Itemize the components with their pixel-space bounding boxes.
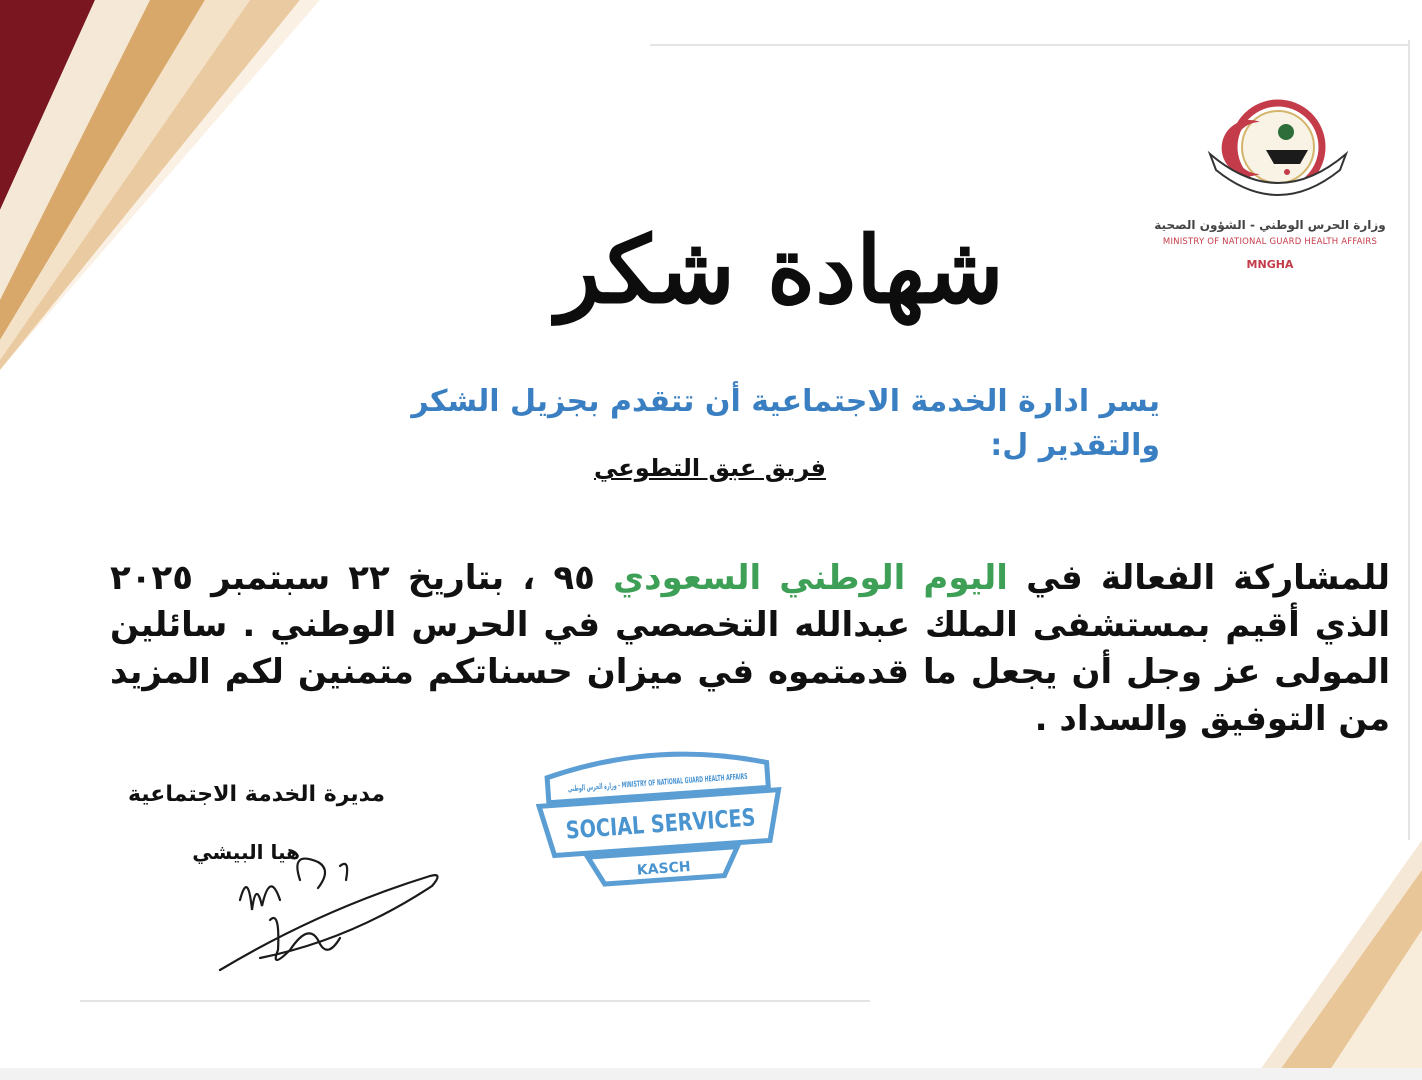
bottom-edge	[0, 1068, 1422, 1080]
handwritten-signature	[200, 840, 450, 990]
body-highlight-national-day: اليوم الوطني السعودي	[612, 558, 1008, 598]
recipient-name: فريق عبق التطوعي	[594, 454, 826, 482]
logo-abbreviation: MNGHA	[1246, 258, 1294, 271]
body-text-part2: ٩٥ ، بتاريخ ٢٢ سبتمبر ٢٠٢٥ الذي أقيم بمستشفى الملك عبدالله التخصصي في الحرس الوطني . سائلين المولى عز وجل أن يجعل ما قدمتموه في ميزان حسناتكم متمنين لكم المزيد من التوفيق والسداد .	[110, 558, 1390, 739]
corner-decoration-top-left	[0, 0, 320, 370]
stamp-social-services: SOCIAL SERVICES	[564, 800, 804, 845]
bottom-rule	[80, 1000, 870, 1002]
logo-english-name: MINISTRY OF NATIONAL GUARD HEALTH AFFAIRS	[1162, 237, 1378, 247]
body-text-part1: للمشاركة الفعالة في	[1007, 558, 1390, 598]
stamp-kasch: KASCH	[636, 859, 692, 879]
corner-decoration-bottom-right	[1260, 840, 1422, 1070]
certificate-title: شهادة شكر	[556, 216, 1004, 324]
certificate-body	[110, 555, 1390, 743]
social-services-stamp	[530, 740, 844, 890]
certificate-intro: يسر ادارة الخدمة الاجتماعية أن تتقدم بجزيل الشكر والتقدير ل:	[411, 384, 1160, 463]
signatory-name: هيا البيشي	[192, 840, 300, 864]
stamp-arc-text: وزارة الحرس الوطني - MINISTRY OF NATIONAL GUARD HEALTH AFFAIRS	[567, 765, 844, 794]
signatory-role: مديرة الخدمة الاجتماعية	[127, 782, 385, 807]
mngha-logo-icon	[1200, 92, 1350, 212]
right-vertical-rule	[1408, 40, 1410, 840]
logo-arabic-name: وزارة الحرس الوطني - الشؤون الصحية	[1154, 218, 1386, 232]
top-rule	[650, 44, 1410, 46]
